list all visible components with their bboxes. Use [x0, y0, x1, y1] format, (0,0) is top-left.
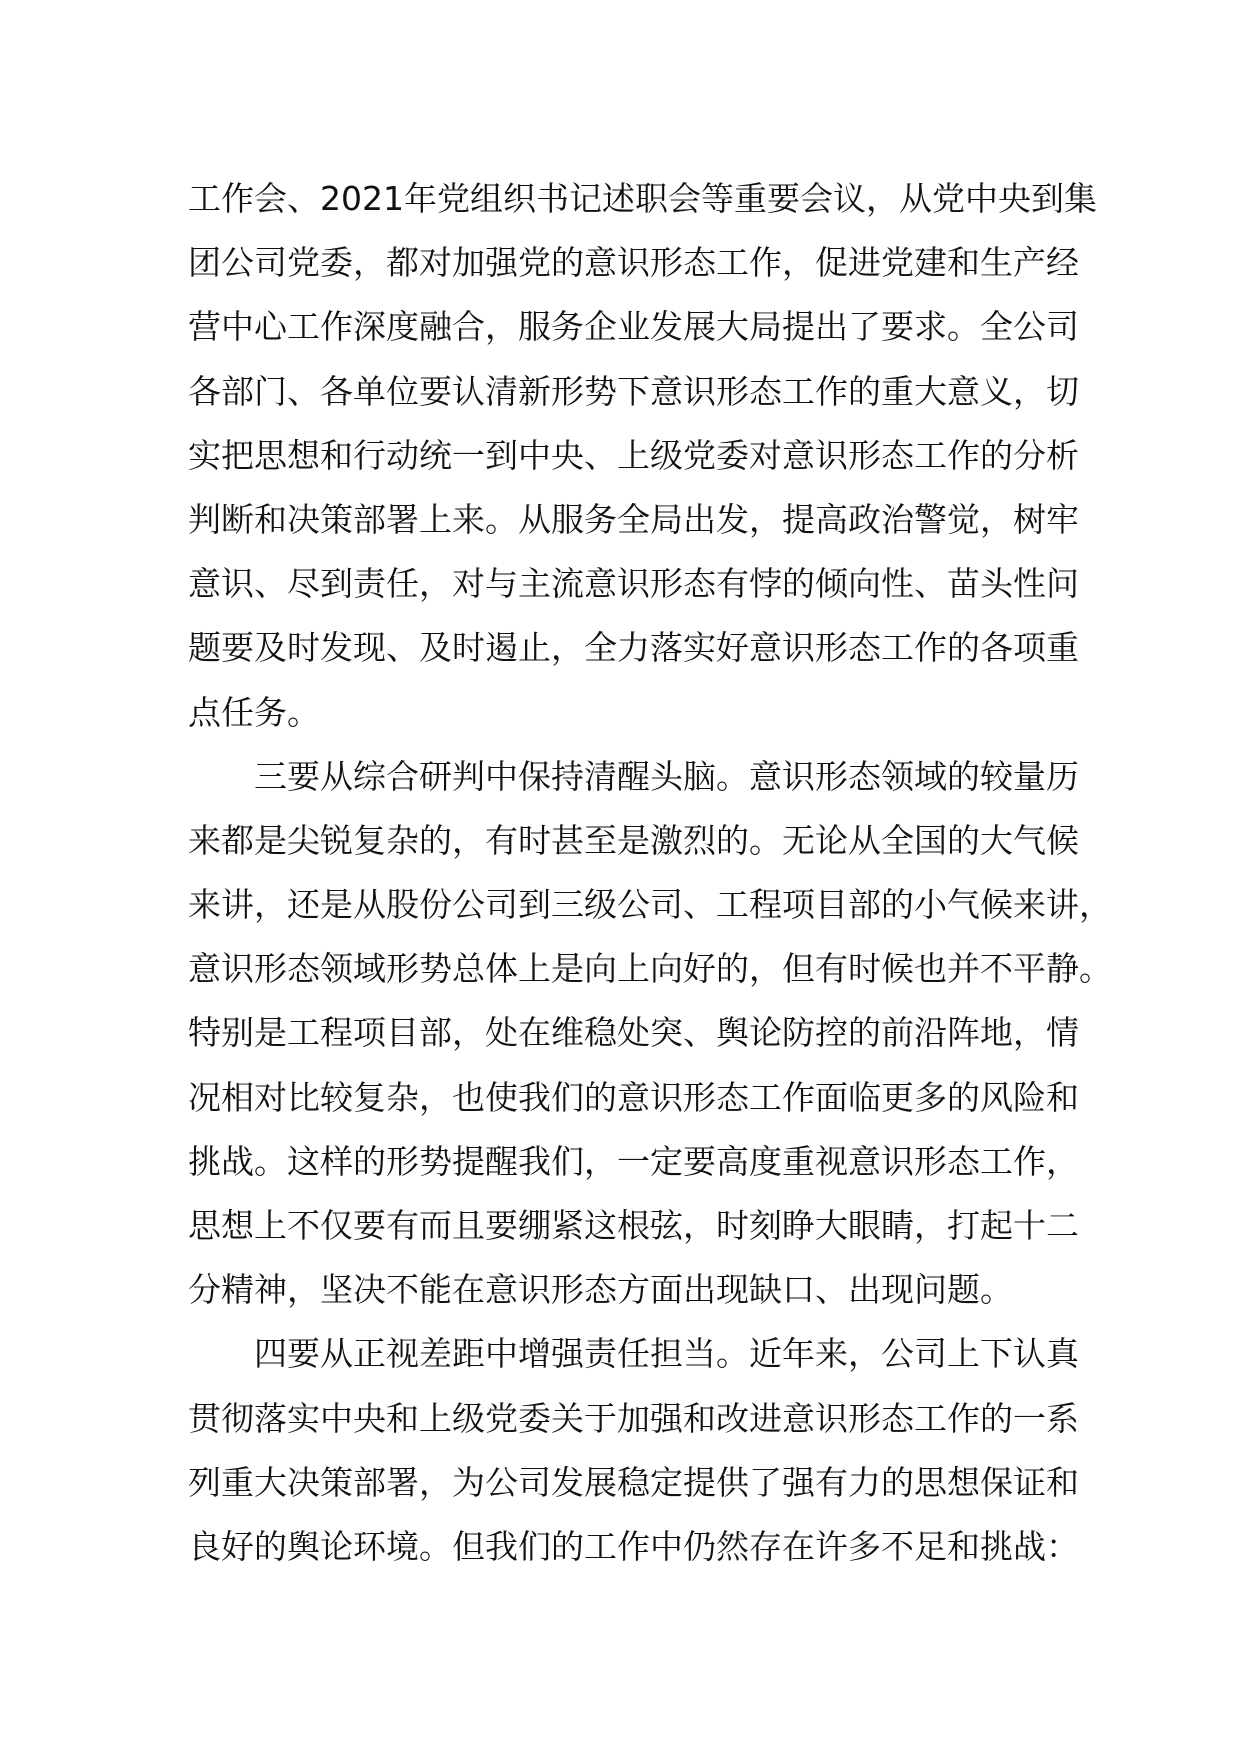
text-line: 团公司党委，都对加强党的意识形态工作，促进党建和生产经 [188, 243, 1079, 283]
text-line: 挑战。这样的形势提醒我们，一定要高度重视意识形态工作， [188, 1141, 1079, 1181]
text-line: 点任务。 [188, 692, 320, 732]
text-line: 分精神，坚决不能在意识形态方面出现缺口、出现问题。 [188, 1270, 1013, 1310]
text-line: 良好的舆论环境。但我们的工作中仍然存在许多不足和挑战： [188, 1526, 1079, 1566]
text-line: 特别是工程项目部，处在维稳处突、舆论防控的前沿阵地，情 [188, 1013, 1079, 1053]
text-line: 来讲，还是从股份公司到三级公司、工程项目部的小气候来讲， [188, 885, 1112, 925]
body-text [188, 167, 1112, 1579]
text-line: 实把思想和行动统一到中央、上级党委对意识形态工作的分析 [188, 435, 1079, 475]
text-line: 列重大决策部署，为公司发展稳定提供了强有力的思想保证和 [188, 1462, 1079, 1502]
text-line: 意识形态领域形势总体上是向上向好的，但有时候也并不平静。 [188, 949, 1112, 989]
text-line: 各部门、各单位要认清新形势下意识形态工作的重大意义，切 [188, 371, 1079, 411]
text-line: 贯彻落实中央和上级党委关于加强和改进意识形态工作的一系 [188, 1398, 1079, 1438]
text-line: 思想上不仅要有而且要绷紧这根弦，时刻睁大眼睛，打起十二 [188, 1206, 1079, 1245]
text-line: 来都是尖锐复杂的，有时甚至是激烈的。无论从全国的大气候 [188, 820, 1079, 860]
paragraph-start-line: 四要从正视差距中增强责任担当。近年来，公司上下认真 [254, 1334, 1079, 1374]
text-line: 意识、尽到责任，对与主流意识形态有悖的倾向性、苗头性问 [188, 564, 1079, 604]
text-line: 工作会、2021年党组织书记述职会等重要会议，从党中央到集 [188, 179, 1097, 218]
text-line: 判断和决策部署上来。从服务全局出发，提高政治警觉，树牢 [188, 499, 1079, 539]
paragraph-start-line: 三要从综合研判中保持清醒头脑。意识形态领域的较量历 [254, 756, 1079, 796]
text-line: 题要及时发现、及时遏止，全力落实好意识形态工作的各项重 [188, 628, 1079, 668]
text-line: 营中心工作深度融合，服务企业发展大局提出了要求。全公司 [188, 307, 1079, 347]
text-line: 况相对比较复杂，也使我们的意识形态工作面临更多的风险和 [188, 1077, 1079, 1117]
